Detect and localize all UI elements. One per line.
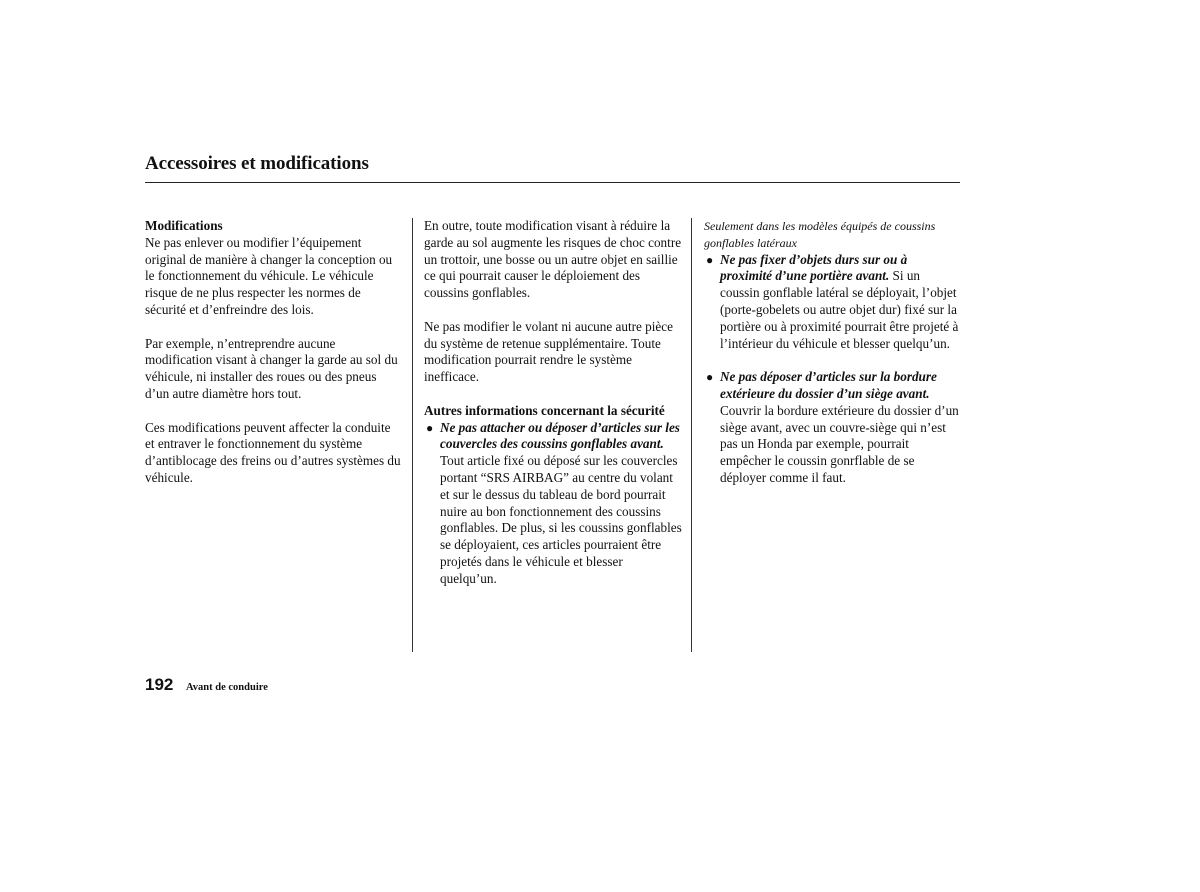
bullet-text: Tout article fixé ou déposé sur les couvercles portant “SRS AIRBAG” au centre du volant et sur le dessus du tableau de bord pourrait nuire au bon fonctionnement des coussins gonflables. De plus, si les coussins gonflables se déployaient, ces articles pourraient être projetés dans le véhicule et blesser quelqu’un. (440, 453, 682, 586)
page-title: Accessoires et modifications (145, 153, 369, 174)
paragraph: En outre, toute modification visant à réduire la garde au sol augmente les risques de choc contre un trottoir, une bosse ou un autre objet en saillie ce qui pourrait causer le déploiement des coussins gonflables. (424, 218, 682, 301)
bullet-lead: Ne pas fixer d’objets durs sur ou à proximité d’une portière avant. (720, 251, 908, 284)
column-1 (145, 218, 401, 504)
bullet-text: Si un coussin gonflable latéral se déployait, l’objet (porte-gobelets ou autre objet dur) fixé sur la portière ou à proximité pourrait être projeté à l’intérieur du véhicule et blesser quelqu’un. (720, 268, 959, 351)
bullet-lead: Ne pas déposer d’articles sur la bordure extérieure du dossier d’un siège avant. (720, 369, 937, 401)
column-3 (704, 218, 960, 504)
bullet-text: Couvrir la bordure extérieure du dossier d’un siège avant, avec un couvre-siège qui n’est pas un Honda par exemple, pourrait empêcher le coussin gonrflable de se déployer comme il faut. (720, 402, 959, 485)
section-heading-modifications: Modifications (145, 218, 223, 233)
paragraph: Par exemple, n’entreprendre aucune modification visant à changer la garde au sol du véhicule, ni installer des roues ou des pneus d’un autre diamètre hors tout. (145, 335, 398, 401)
bullet-item (704, 252, 960, 353)
model-note: Seulement dans les modèles équipés de coussins gonflables latéraux (704, 219, 936, 250)
footer-section-label: Avant de conduire (186, 682, 268, 693)
bullet-dot-icon: ● (706, 252, 714, 267)
paragraph: Ces modifications peuvent affecter la conduite et entraver le fonctionnement du système d’antiblocage des freins ou d’autres systèmes du véhicule. (145, 419, 401, 485)
section-heading-other-safety: Autres informations concernant la sécurité (424, 402, 665, 418)
bullet-item (424, 420, 682, 588)
bullet-lead: Ne pas attacher ou déposer d’articles sur les couvercles des coussins gonflables avant. (440, 419, 680, 452)
bullet-dot-icon: ● (706, 370, 714, 385)
title-rule (145, 182, 960, 183)
column-2 (424, 218, 682, 604)
column-divider (412, 218, 413, 652)
page-number: 192 (145, 675, 174, 694)
paragraph: Ne pas modifier le volant ni aucune autre pièce du système de retenue supplémentaire. Toute modification pourrait rendre le système inefficace. (424, 318, 673, 385)
bullet-item (704, 369, 960, 487)
paragraph: Ne pas enlever ou modifier l’équipement original de manière à changer la conception ou le fonctionnement du véhicule. Le véhicule risque de ne plus respecter les normes de sécurité et d’enfreindre des lois. (145, 234, 393, 317)
bullet-dot-icon: ● (426, 420, 434, 435)
column-divider (691, 218, 692, 652)
